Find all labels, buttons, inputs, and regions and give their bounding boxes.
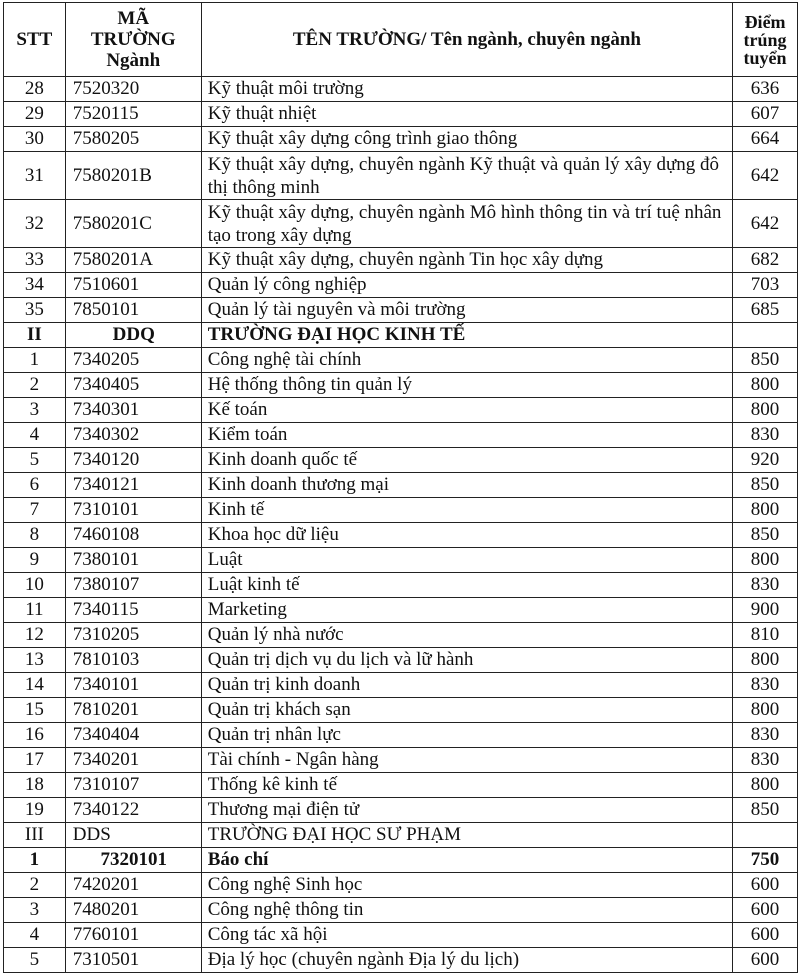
name-cell: Công nghệ tài chính bbox=[201, 348, 732, 373]
score-cell: 800 bbox=[733, 398, 798, 423]
table-row bbox=[4, 798, 798, 823]
score-cell: 850 bbox=[733, 473, 798, 498]
stt-cell: 5 bbox=[4, 448, 66, 473]
name-cell: Quản lý tài nguyên và môi trường bbox=[201, 298, 732, 323]
stt-cell: 15 bbox=[4, 698, 66, 723]
score-cell: 920 bbox=[733, 448, 798, 473]
code-cell: 7340405 bbox=[65, 373, 201, 398]
name-cell: Công tác xã hội bbox=[201, 923, 732, 948]
stt-cell: 11 bbox=[4, 598, 66, 623]
stt-cell: 13 bbox=[4, 648, 66, 673]
table-row bbox=[4, 673, 798, 698]
code-cell: 7310205 bbox=[65, 623, 201, 648]
code-cell: 7810103 bbox=[65, 648, 201, 673]
stt-cell: III bbox=[4, 823, 66, 848]
stt-cell: 28 bbox=[4, 77, 66, 102]
score-cell: 800 bbox=[733, 548, 798, 573]
table-row bbox=[4, 523, 798, 548]
name-cell: Kỹ thuật xây dựng công trình giao thông bbox=[201, 127, 732, 152]
score-cell: 642 bbox=[733, 200, 798, 248]
score-cell: 830 bbox=[733, 748, 798, 773]
table-row bbox=[4, 923, 798, 948]
name-cell: Công nghệ thông tin bbox=[201, 898, 732, 923]
stt-cell: 34 bbox=[4, 273, 66, 298]
name-cell: Kỹ thuật xây dựng, chuyên ngành Kỹ thuật và quản lý xây dựng đô thị thông minh bbox=[201, 152, 732, 200]
header-score-line3: tuyển bbox=[743, 47, 787, 68]
name-cell: Quản trị khách sạn bbox=[201, 698, 732, 723]
score-cell: 810 bbox=[733, 623, 798, 648]
header-name: TÊN TRƯỜNG/ Tên ngành, chuyên ngành bbox=[201, 3, 732, 77]
stt-cell: 7 bbox=[4, 498, 66, 523]
code-cell: 7460108 bbox=[65, 523, 201, 548]
code-cell: 7520320 bbox=[65, 77, 201, 102]
table-row bbox=[4, 127, 798, 152]
score-cell: 800 bbox=[733, 698, 798, 723]
table-row bbox=[4, 648, 798, 673]
code-cell: 7420201 bbox=[65, 873, 201, 898]
name-cell: Báo chí bbox=[201, 848, 732, 873]
score-cell: 800 bbox=[733, 498, 798, 523]
code-cell: 7520115 bbox=[65, 102, 201, 127]
score-cell: 664 bbox=[733, 127, 798, 152]
score-cell: 600 bbox=[733, 948, 798, 973]
code-cell: 7340101 bbox=[65, 673, 201, 698]
score-cell: 685 bbox=[733, 298, 798, 323]
name-cell: Khoa học dữ liệu bbox=[201, 523, 732, 548]
table-row bbox=[4, 373, 798, 398]
name-cell: Marketing bbox=[201, 598, 732, 623]
score-cell: 600 bbox=[733, 898, 798, 923]
table-row bbox=[4, 473, 798, 498]
name-cell: Quản trị nhân lực bbox=[201, 723, 732, 748]
stt-cell: 12 bbox=[4, 623, 66, 648]
header-row bbox=[4, 3, 798, 77]
name-cell: Thống kê kinh tế bbox=[201, 773, 732, 798]
stt-cell: 4 bbox=[4, 423, 66, 448]
code-cell: 7320101 bbox=[65, 848, 201, 873]
name-cell: TRƯỜNG ĐẠI HỌC SƯ PHẠM bbox=[201, 823, 732, 848]
name-cell: Kiểm toán bbox=[201, 423, 732, 448]
name-cell: Kế toán bbox=[201, 398, 732, 423]
header-code-line1: MÃ bbox=[117, 8, 150, 29]
table-row bbox=[4, 273, 798, 298]
name-cell: Kinh tế bbox=[201, 498, 732, 523]
stt-cell: 33 bbox=[4, 248, 66, 273]
stt-cell: 2 bbox=[4, 873, 66, 898]
score-cell: 830 bbox=[733, 673, 798, 698]
stt-cell: 31 bbox=[4, 152, 66, 200]
table-row bbox=[4, 823, 798, 848]
code-cell: 7340120 bbox=[65, 448, 201, 473]
table-row bbox=[4, 200, 798, 248]
score-cell: 850 bbox=[733, 348, 798, 373]
code-cell: 7580201A bbox=[65, 248, 201, 273]
table-row bbox=[4, 348, 798, 373]
stt-cell: 35 bbox=[4, 298, 66, 323]
code-cell: 7340115 bbox=[65, 598, 201, 623]
code-cell: 7340301 bbox=[65, 398, 201, 423]
table-body bbox=[4, 77, 798, 973]
stt-cell: 6 bbox=[4, 473, 66, 498]
code-cell: 7380107 bbox=[65, 573, 201, 598]
stt-cell: 8 bbox=[4, 523, 66, 548]
table-row bbox=[4, 298, 798, 323]
stt-cell: 14 bbox=[4, 673, 66, 698]
stt-cell: 2 bbox=[4, 373, 66, 398]
table-row bbox=[4, 598, 798, 623]
name-cell: Luật bbox=[201, 548, 732, 573]
table-row bbox=[4, 152, 798, 200]
table-row bbox=[4, 548, 798, 573]
name-cell: Quản trị kinh doanh bbox=[201, 673, 732, 698]
stt-cell: 17 bbox=[4, 748, 66, 773]
code-cell: DDS bbox=[65, 823, 201, 848]
score-cell: 600 bbox=[733, 923, 798, 948]
score-cell: 830 bbox=[733, 723, 798, 748]
name-cell: Kỹ thuật môi trường bbox=[201, 77, 732, 102]
stt-cell: 5 bbox=[4, 948, 66, 973]
score-cell: 800 bbox=[733, 373, 798, 398]
table-row bbox=[4, 102, 798, 127]
name-cell: Kỹ thuật xây dựng, chuyên ngành Mô hình thông tin và trí tuệ nhân tạo trong xây dựng bbox=[201, 200, 732, 248]
name-cell: Thương mại điện tử bbox=[201, 798, 732, 823]
code-cell: 7340205 bbox=[65, 348, 201, 373]
code-cell: 7580201B bbox=[65, 152, 201, 200]
score-cell: 850 bbox=[733, 798, 798, 823]
header-code bbox=[65, 3, 201, 77]
name-cell: Kỹ thuật xây dựng, chuyên ngành Tin học xây dựng bbox=[201, 248, 732, 273]
code-cell: 7340302 bbox=[65, 423, 201, 448]
stt-cell: 3 bbox=[4, 398, 66, 423]
stt-cell: 32 bbox=[4, 200, 66, 248]
header-code-line3: Ngành bbox=[106, 50, 161, 71]
score-cell: 703 bbox=[733, 273, 798, 298]
header-score bbox=[733, 3, 798, 77]
code-cell: 7760101 bbox=[65, 923, 201, 948]
stt-cell: 1 bbox=[4, 348, 66, 373]
table-row bbox=[4, 898, 798, 923]
code-cell: 7510601 bbox=[65, 273, 201, 298]
table-row bbox=[4, 773, 798, 798]
code-cell: 7310107 bbox=[65, 773, 201, 798]
stt-cell: 1 bbox=[4, 848, 66, 873]
score-cell bbox=[733, 823, 798, 848]
score-cell: 642 bbox=[733, 152, 798, 200]
name-cell: Kỹ thuật nhiệt bbox=[201, 102, 732, 127]
group-row bbox=[4, 323, 798, 348]
table-row bbox=[4, 573, 798, 598]
score-cell: 750 bbox=[733, 848, 798, 873]
score-cell: 800 bbox=[733, 773, 798, 798]
name-cell: Tài chính - Ngân hàng bbox=[201, 748, 732, 773]
score-cell: 830 bbox=[733, 423, 798, 448]
code-cell: 7850101 bbox=[65, 298, 201, 323]
stt-cell: 3 bbox=[4, 898, 66, 923]
name-cell: Kinh doanh quốc tế bbox=[201, 448, 732, 473]
score-cell: 682 bbox=[733, 248, 798, 273]
table-row bbox=[4, 448, 798, 473]
admission-scores-table bbox=[3, 2, 798, 973]
code-cell: 7340121 bbox=[65, 473, 201, 498]
header-stt: STT bbox=[4, 3, 66, 77]
code-cell: 7580201C bbox=[65, 200, 201, 248]
stt-cell: 9 bbox=[4, 548, 66, 573]
code-cell: 7340122 bbox=[65, 798, 201, 823]
stt-cell: 18 bbox=[4, 773, 66, 798]
table-row bbox=[4, 873, 798, 898]
stt-cell: 10 bbox=[4, 573, 66, 598]
name-cell: Quản lý nhà nước bbox=[201, 623, 732, 648]
score-cell: 600 bbox=[733, 873, 798, 898]
code-cell: 7380101 bbox=[65, 548, 201, 573]
score-cell: 900 bbox=[733, 598, 798, 623]
name-cell: Quản lý công nghiệp bbox=[201, 273, 732, 298]
code-cell: 7310101 bbox=[65, 498, 201, 523]
stt-cell: 4 bbox=[4, 923, 66, 948]
table-row bbox=[4, 248, 798, 273]
score-cell: 636 bbox=[733, 77, 798, 102]
name-cell: Luật kinh tế bbox=[201, 573, 732, 598]
table-row bbox=[4, 698, 798, 723]
code-cell: 7310501 bbox=[65, 948, 201, 973]
table-row bbox=[4, 498, 798, 523]
table-row bbox=[4, 398, 798, 423]
stt-cell: II bbox=[4, 323, 66, 348]
stt-cell: 30 bbox=[4, 127, 66, 152]
code-cell: 7340201 bbox=[65, 748, 201, 773]
name-cell: Địa lý học (chuyên ngành Địa lý du lịch) bbox=[201, 948, 732, 973]
code-cell: 7480201 bbox=[65, 898, 201, 923]
stt-cell: 16 bbox=[4, 723, 66, 748]
stt-cell: 19 bbox=[4, 798, 66, 823]
stt-cell: 29 bbox=[4, 102, 66, 127]
score-cell: 830 bbox=[733, 573, 798, 598]
name-cell: Hệ thống thông tin quản lý bbox=[201, 373, 732, 398]
name-cell: Công nghệ Sinh học bbox=[201, 873, 732, 898]
code-cell: 7340404 bbox=[65, 723, 201, 748]
name-cell: Quản trị dịch vụ du lịch và lữ hành bbox=[201, 648, 732, 673]
header-score-line1: Điểm bbox=[744, 11, 786, 32]
header-code-line2: TRƯỜNG bbox=[90, 29, 176, 50]
table-header bbox=[4, 3, 798, 77]
table-row bbox=[4, 77, 798, 102]
table-row bbox=[4, 623, 798, 648]
code-cell: DDQ bbox=[65, 323, 201, 348]
header-score-line2: trúng bbox=[743, 29, 787, 50]
score-cell: 850 bbox=[733, 523, 798, 548]
code-cell: 7580205 bbox=[65, 127, 201, 152]
score-cell bbox=[733, 323, 798, 348]
table-row bbox=[4, 423, 798, 448]
table-row bbox=[4, 748, 798, 773]
table-row bbox=[4, 948, 798, 973]
score-cell: 607 bbox=[733, 102, 798, 127]
name-cell: Kinh doanh thương mại bbox=[201, 473, 732, 498]
table-row bbox=[4, 723, 798, 748]
code-cell: 7810201 bbox=[65, 698, 201, 723]
group-row bbox=[4, 848, 798, 873]
score-cell: 800 bbox=[733, 648, 798, 673]
name-cell: TRƯỜNG ĐẠI HỌC KINH TẾ bbox=[201, 323, 732, 348]
